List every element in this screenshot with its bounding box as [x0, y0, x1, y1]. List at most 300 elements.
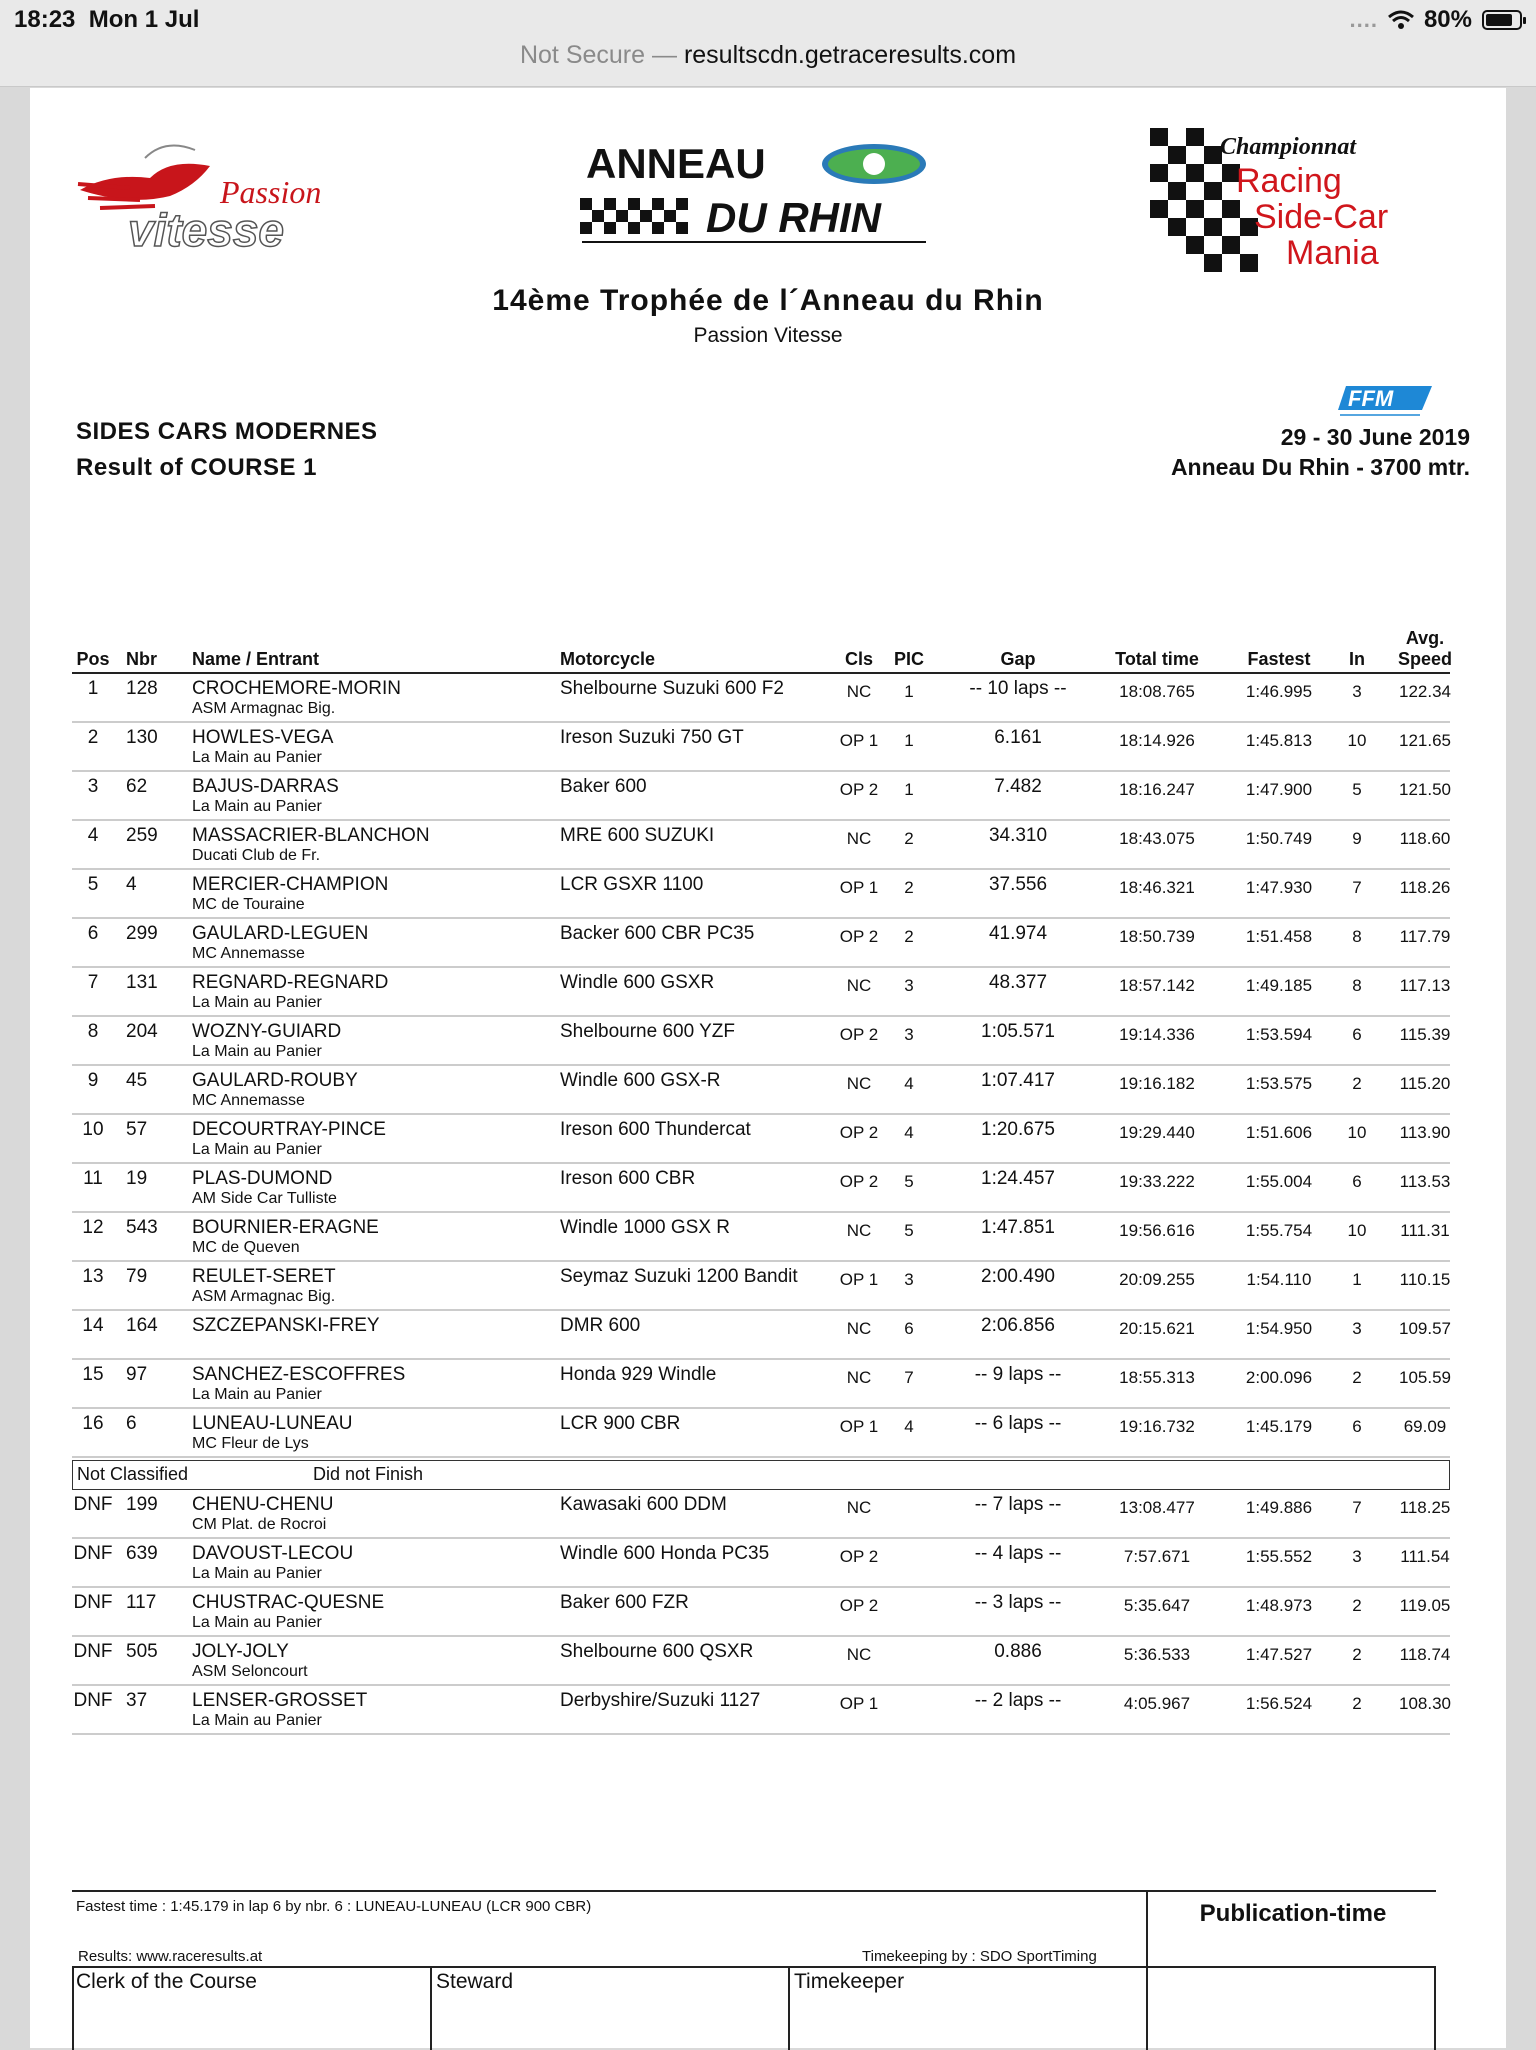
svg-text:vitesse: vitesse [128, 204, 285, 256]
cell-pos: 16 [82, 1413, 104, 1434]
cell-pos: DNF [73, 1641, 113, 1662]
table-row [72, 1539, 1450, 1588]
cell-cls: NC [846, 1074, 872, 1093]
cell-motorcycle: Windle 600 GSX-R [560, 1070, 721, 1091]
cell-nbr: 117 [126, 1592, 157, 1613]
col-name: Name / Entrant [192, 649, 320, 669]
cell-gap: 1:07.417 [981, 1070, 1055, 1091]
cell-avg-speed: 108.30 [1399, 1694, 1451, 1713]
cell-in: 3 [1352, 682, 1362, 701]
wifi-icon [1388, 10, 1414, 30]
cell-pic: 6 [904, 1319, 914, 1338]
table-row [72, 1115, 1450, 1164]
cell-total-time: 19:16.732 [1119, 1417, 1195, 1436]
cell-in: 5 [1352, 780, 1362, 799]
ffm-logo [1336, 384, 1436, 418]
cell-total-time: 18:43.075 [1119, 829, 1195, 848]
cell-motorcycle: Seymaz Suzuki 1200 Bandit [560, 1266, 798, 1287]
cell-in: 6 [1352, 1172, 1362, 1191]
table-row [72, 1311, 1450, 1360]
cell-motorcycle: LCR 900 CBR [560, 1413, 681, 1434]
cell-motorcycle: Kawasaki 600 DDM [560, 1494, 727, 1515]
cell-cls: OP 2 [839, 1172, 879, 1191]
cell-fastest: 1:55.754 [1245, 1221, 1313, 1240]
cell-pos: 15 [82, 1364, 104, 1385]
cell-nbr: 131 [126, 972, 158, 993]
cell-in: 7 [1352, 1498, 1362, 1517]
table-row [72, 1686, 1450, 1735]
results-document [30, 88, 1506, 2048]
cell-fastest: 1:47.900 [1245, 780, 1313, 799]
cell-name: CROCHEMORE-MORIN [192, 678, 401, 699]
cell-cls: NC [846, 976, 872, 995]
cell-fastest: 1:47.930 [1245, 878, 1313, 897]
cell-motorcycle: Backer 600 CBR PC35 [560, 923, 755, 944]
cell-cls: OP 2 [839, 1596, 879, 1615]
cell-pos: 7 [87, 972, 99, 993]
signature-divider [1146, 1966, 1148, 2050]
cell-fastest: 1:55.004 [1245, 1172, 1313, 1191]
cell-club: La Main au Panier [192, 1386, 322, 1403]
cell-in: 2 [1352, 1368, 1362, 1387]
cell-club: La Main au Panier [192, 1614, 322, 1631]
cell-avg-speed: 118.60 [1399, 829, 1451, 848]
cell-fastest: 1:51.458 [1245, 927, 1313, 946]
cell-name: MASSACRIER-BLANCHON [192, 825, 430, 846]
svg-text:Mania: Mania [1286, 234, 1379, 272]
cell-total-time: 18:08.765 [1119, 682, 1195, 701]
cell-fastest: 1:49.886 [1245, 1498, 1313, 1517]
cell-cls: OP 1 [839, 731, 879, 750]
cell-fastest: 2:00.096 [1245, 1368, 1313, 1387]
cell-pos: 14 [82, 1315, 104, 1336]
cell-avg-speed: 118.25 [1399, 1498, 1451, 1517]
cell-avg-speed: 118.26 [1399, 878, 1451, 897]
svg-text:Racing: Racing [1236, 162, 1342, 200]
cell-pos: 9 [87, 1070, 99, 1091]
cell-pic: 5 [904, 1172, 914, 1191]
cell-cls: NC [846, 829, 872, 848]
table-header [72, 624, 1453, 674]
race-heading [76, 414, 378, 486]
cell-nbr: 4 [126, 874, 137, 895]
cell-total-time: 5:35.647 [1123, 1596, 1191, 1615]
cell-gap: 1:47.851 [981, 1217, 1055, 1238]
cell-in: 3 [1352, 1547, 1362, 1566]
cell-gap: 1:05.571 [981, 1021, 1055, 1042]
clerk-of-course-cell: Clerk of the Course [76, 1970, 257, 1993]
cell-total-time: 18:14.926 [1119, 731, 1195, 750]
cell-motorcycle: LCR GSXR 1100 [560, 874, 704, 895]
cell-total-time: 19:29.440 [1119, 1123, 1195, 1142]
cell-cls: OP 1 [839, 1417, 879, 1436]
cell-name: LUNEAU-LUNEAU [192, 1413, 353, 1434]
table-row [72, 674, 1450, 723]
results-url[interactable]: Results: www.raceresults.at [78, 1948, 263, 1965]
signal-dots-icon: .... [1349, 7, 1378, 32]
cell-total-time: 18:46.321 [1119, 878, 1195, 897]
table-row [72, 1409, 1450, 1458]
cell-cls: OP 1 [839, 1694, 879, 1713]
cell-in: 10 [1347, 1221, 1367, 1240]
cell-fastest: 1:45.813 [1245, 731, 1313, 750]
cell-gap: 1:20.675 [981, 1119, 1055, 1140]
cell-fastest: 1:47.527 [1245, 1645, 1313, 1664]
svg-text:ANNEAU: ANNEAU [586, 140, 766, 187]
svg-text:Side-Car: Side-Car [1254, 198, 1389, 236]
cell-fastest: 1:56.524 [1245, 1694, 1313, 1713]
cell-gap: 48.377 [988, 972, 1048, 993]
cell-club: MC Fleur de Lys [192, 1435, 309, 1452]
cell-pos: 2 [87, 727, 99, 748]
cell-name: CHENU-CHENU [192, 1494, 334, 1515]
cell-club: ASM Seloncourt [192, 1663, 308, 1680]
cell-pos: DNF [73, 1543, 113, 1564]
cell-name: MERCIER-CHAMPION [192, 874, 389, 895]
cell-club: Ducati Club de Fr. [192, 847, 321, 864]
cell-gap: 0.886 [994, 1641, 1042, 1662]
cell-in: 1 [1352, 1270, 1362, 1289]
table-row [72, 772, 1450, 821]
not-classified-label: Not Classified [77, 1464, 189, 1484]
cell-gap: 2:06.856 [981, 1315, 1055, 1336]
cell-nbr: 164 [126, 1315, 158, 1336]
cell-name: HOWLES-VEGA [192, 727, 334, 748]
cell-avg-speed: 115.39 [1399, 1025, 1451, 1044]
classified-rows [72, 674, 1450, 1458]
cell-avg-speed: 69.09 [1403, 1417, 1447, 1436]
cell-nbr: 299 [126, 923, 158, 944]
cell-club: MC Annemasse [192, 1092, 305, 1109]
cell-cls: OP 2 [839, 780, 879, 799]
cell-in: 3 [1352, 1319, 1362, 1338]
cell-gap: 37.556 [988, 874, 1048, 895]
cell-nbr: 57 [126, 1119, 148, 1140]
cell-avg-speed: 109.57 [1399, 1319, 1451, 1338]
cell-nbr: 62 [126, 776, 148, 797]
cell-pos: 13 [82, 1266, 104, 1287]
cell-nbr: 204 [126, 1021, 158, 1042]
cell-total-time: 19:56.616 [1119, 1221, 1195, 1240]
cell-gap: -- 7 laps -- [974, 1494, 1062, 1515]
cell-club: La Main au Panier [192, 1043, 322, 1060]
cell-avg-speed: 117.79 [1399, 927, 1451, 946]
cell-pic: 3 [904, 1025, 914, 1044]
col-in: In [1349, 649, 1365, 669]
timekeeper-cell: Timekeeper [794, 1970, 905, 1993]
status-bar [0, 0, 1536, 40]
cell-gap: 7.482 [994, 776, 1042, 797]
cell-nbr: 543 [126, 1217, 158, 1238]
cell-in: 6 [1352, 1025, 1362, 1044]
cell-motorcycle: Shelbourne 600 YZF [560, 1021, 735, 1042]
cell-pic: 2 [904, 927, 914, 946]
not-secure-label: Not Secure — [519, 41, 677, 69]
cell-nbr: 128 [126, 678, 158, 699]
cell-in: 2 [1352, 1645, 1362, 1664]
cell-pos: 11 [83, 1168, 103, 1189]
cell-total-time: 20:15.621 [1119, 1319, 1195, 1338]
cell-pos: DNF [73, 1592, 113, 1613]
cell-avg-speed: 121.65 [1399, 731, 1451, 750]
cell-club: AM Side Car Tulliste [192, 1190, 337, 1207]
battery-icon [1482, 10, 1522, 30]
cell-club: ASM Armagnac Big. [192, 1288, 336, 1305]
cell-club: La Main au Panier [192, 1712, 322, 1729]
cell-avg-speed: 113.53 [1399, 1172, 1451, 1191]
cell-nbr: 37 [126, 1690, 148, 1711]
cell-name: JOLY-JOLY [192, 1641, 289, 1662]
cell-name: BOURNIER-ERAGNE [192, 1217, 379, 1238]
cell-motorcycle: Windle 600 GSXR [560, 972, 715, 993]
cell-club: La Main au Panier [192, 798, 322, 815]
svg-text:FFM: FFM [1348, 386, 1394, 411]
cell-pic: 4 [904, 1123, 914, 1142]
cell-pos: 4 [87, 825, 99, 846]
cell-cls: NC [846, 1645, 872, 1664]
cell-fastest: 1:53.594 [1245, 1025, 1313, 1044]
cell-gap: 2:00.490 [981, 1266, 1055, 1287]
results-table [72, 624, 1453, 1735]
cell-in: 8 [1352, 976, 1362, 995]
cell-in: 10 [1347, 731, 1367, 750]
cell-gap: -- 2 laps -- [974, 1690, 1062, 1711]
cell-pos: 10 [82, 1119, 104, 1140]
cell-cls: OP 2 [839, 927, 879, 946]
table-row [72, 968, 1450, 1017]
address-bar[interactable] [0, 40, 1536, 87]
cell-avg-speed: 110.15 [1399, 1270, 1451, 1289]
cell-total-time: 19:14.336 [1119, 1025, 1195, 1044]
cell-pic: 3 [904, 1270, 914, 1289]
fastest-time-note: Fastest time : 1:45.179 in lap 6 by nbr. 6 : LUNEAU-LUNEAU (LCR 900 CBR) [76, 1898, 592, 1915]
battery-fill [1486, 14, 1512, 26]
cell-club: CM Plat. de Rocroi [192, 1516, 327, 1533]
cell-name: DECOURTRAY-PINCE [192, 1119, 386, 1140]
table-row [72, 723, 1450, 772]
cell-in: 7 [1352, 878, 1362, 897]
table-row [72, 919, 1450, 968]
cell-gap: -- 6 laps -- [974, 1413, 1062, 1434]
cell-motorcycle: DMR 600 [560, 1315, 641, 1336]
cell-motorcycle: Ireson 600 CBR [560, 1168, 696, 1189]
event-title: 14ème Trophée de l´Anneau du Rhin [492, 284, 1044, 317]
cell-nbr: 259 [126, 825, 158, 846]
cell-in: 8 [1352, 927, 1362, 946]
cell-nbr: 45 [126, 1070, 148, 1091]
cell-name: LENSER-GROSSET [192, 1690, 368, 1711]
cell-motorcycle: Honda 929 Windle [560, 1364, 717, 1385]
col-pic: PIC [893, 649, 924, 669]
cell-avg-speed: 118.74 [1399, 1645, 1451, 1664]
cell-nbr: 639 [126, 1543, 158, 1564]
cell-motorcycle: MRE 600 SUZUKI [560, 825, 715, 846]
status-right [1350, 6, 1523, 34]
cell-cls: NC [846, 1319, 872, 1338]
table-row [72, 1213, 1450, 1262]
cell-fastest: 1:45.179 [1245, 1417, 1313, 1436]
cell-fastest: 1:50.749 [1245, 829, 1313, 848]
footer-rule [72, 1890, 1436, 1892]
cell-name: REGNARD-REGNARD [192, 972, 389, 993]
cell-name: SANCHEZ-ESCOFFRES [192, 1364, 406, 1385]
steward-cell: Steward [436, 1970, 514, 1993]
cell-pos: DNF [73, 1494, 113, 1515]
cell-avg-speed: 122.34 [1399, 682, 1451, 701]
cell-pic: 4 [904, 1417, 914, 1436]
col-fastest: Fastest [1247, 649, 1311, 669]
cell-pic: 5 [904, 1221, 914, 1240]
cell-club: MC de Queven [192, 1239, 300, 1256]
cell-motorcycle: Baker 600 FZR [560, 1592, 689, 1613]
cell-total-time: 4:05.967 [1123, 1694, 1191, 1713]
col-total-time: Total time [1115, 649, 1199, 669]
battery-percent: 80% [1423, 6, 1472, 33]
svg-text:DU RHIN: DU RHIN [706, 194, 881, 241]
cell-total-time: 5:36.533 [1123, 1645, 1191, 1664]
cell-total-time: 18:55.313 [1119, 1368, 1195, 1387]
cell-gap: 41.974 [988, 923, 1048, 944]
cell-pos: 12 [82, 1217, 104, 1238]
cell-pos: DNF [73, 1690, 113, 1711]
cell-gap: -- 9 laps -- [974, 1364, 1062, 1385]
cell-avg-speed: 111.54 [1400, 1547, 1450, 1566]
timekeeping-note: Timekeeping by : SDO SportTiming [862, 1948, 1097, 1965]
cell-nbr: 199 [126, 1494, 158, 1515]
cell-total-time: 19:16.182 [1119, 1074, 1195, 1093]
cell-pos: 5 [87, 874, 99, 895]
signature-box [72, 1966, 1436, 2050]
event-venue: Anneau Du Rhin - 3700 mtr. [1170, 454, 1470, 480]
cell-pic: 1 [904, 731, 914, 750]
table-row [72, 870, 1450, 919]
cell-name: GAULARD-LEGUEN [192, 923, 369, 944]
cell-gap: -- 3 laps -- [974, 1592, 1062, 1613]
cell-club: ASM Armagnac Big. [192, 700, 336, 717]
cell-total-time: 7:57.671 [1123, 1547, 1191, 1566]
cell-total-time: 18:16.247 [1119, 780, 1195, 799]
cell-fastest: 1:55.552 [1245, 1547, 1313, 1566]
cell-pos: 8 [87, 1021, 99, 1042]
cell-motorcycle: Baker 600 [560, 776, 647, 797]
cell-gap: 6.161 [994, 727, 1042, 748]
cell-pic: 1 [904, 780, 914, 799]
cell-gap: 1:24.457 [981, 1168, 1055, 1189]
cell-fastest: 1:54.110 [1246, 1270, 1312, 1289]
cell-name: DAVOUST-LECOU [192, 1543, 354, 1564]
cell-cls: OP 2 [839, 1547, 879, 1566]
cell-name: REULET-SERET [192, 1266, 336, 1287]
cell-club: La Main au Panier [192, 1565, 322, 1582]
cell-avg-speed: 119.05 [1399, 1596, 1451, 1615]
cell-gap: -- 4 laps -- [974, 1543, 1062, 1564]
course-title: Result of COURSE 1 [76, 454, 318, 481]
cell-pic: 1 [904, 682, 914, 701]
cell-cls: NC [846, 1368, 872, 1387]
anneau-du-rhin-logo [578, 128, 958, 258]
cell-nbr: 19 [126, 1168, 148, 1189]
event-info [1171, 422, 1470, 482]
cell-fastest: 1:48.973 [1245, 1596, 1313, 1615]
url-domain: resultscdn.getraceresults.com [683, 41, 1017, 69]
cell-total-time: 20:09.255 [1119, 1270, 1195, 1289]
cell-name: PLAS-DUMOND [192, 1168, 333, 1189]
cell-motorcycle: Ireson Suzuki 750 GT [560, 727, 744, 748]
cell-pic: 2 [904, 829, 914, 848]
table-row [72, 1588, 1450, 1637]
cell-motorcycle: Windle 600 Honda PC35 [560, 1543, 770, 1564]
cell-fastest: 1:49.185 [1245, 976, 1313, 995]
cell-in: 2 [1352, 1694, 1362, 1713]
cell-cls: OP 1 [839, 1270, 879, 1289]
event-dates: 29 - 30 June 2019 [1280, 424, 1470, 450]
status-time: 18:23 Mon 1 Jul [14, 6, 200, 33]
cell-motorcycle: Windle 1000 GSX R [560, 1217, 731, 1238]
cell-cls: OP 2 [839, 1025, 879, 1044]
cell-total-time: 13:08.477 [1119, 1498, 1195, 1517]
svg-text:Passion: Passion [220, 174, 322, 210]
cell-cls: NC [846, 682, 872, 701]
cell-pic: 7 [904, 1368, 914, 1387]
cell-avg-speed: 113.90 [1399, 1123, 1451, 1142]
cell-pos: 6 [87, 923, 99, 944]
table-row [72, 1066, 1450, 1115]
cell-pic: 3 [904, 976, 914, 995]
cell-name: GAULARD-ROUBY [192, 1070, 358, 1091]
table-row [72, 1017, 1450, 1066]
cell-club: MC de Touraine [192, 896, 305, 913]
cell-cls: NC [846, 1498, 872, 1517]
cell-in: 10 [1347, 1123, 1367, 1142]
cell-club: La Main au Panier [192, 994, 322, 1011]
col-nbr: Nbr [126, 649, 157, 669]
cell-pos: 3 [87, 776, 99, 797]
cell-nbr: 130 [126, 727, 158, 748]
cell-motorcycle: Derbyshire/Suzuki 1127 [560, 1690, 761, 1711]
did-not-finish-label: Did not Finish [313, 1464, 424, 1484]
cell-gap: -- 10 laps -- [969, 678, 1067, 699]
cell-fastest: 1:46.995 [1245, 682, 1313, 701]
cell-avg-speed: 121.50 [1399, 780, 1451, 799]
cell-fastest: 1:51.606 [1245, 1123, 1313, 1142]
cell-nbr: 97 [126, 1364, 148, 1385]
passion-vitesse-logo [70, 128, 410, 258]
cell-in: 2 [1352, 1596, 1362, 1615]
publication-time-label: Publication-time [1199, 1900, 1387, 1927]
cell-cls: OP 2 [839, 1123, 879, 1142]
table-row [72, 1490, 1450, 1539]
cell-motorcycle: Ireson 600 Thundercat [560, 1119, 751, 1140]
category-title: SIDES CARS MODERNES [76, 418, 378, 445]
table-row [72, 1360, 1450, 1409]
dnf-rows [72, 1490, 1450, 1735]
cell-motorcycle: Shelbourne Suzuki 600 F2 [560, 678, 784, 699]
cell-avg-speed: 117.13 [1399, 976, 1451, 995]
cell-name: BAJUS-DARRAS [192, 776, 339, 797]
cell-cls: OP 1 [839, 878, 879, 897]
cell-club: La Main au Panier [192, 749, 322, 766]
table-row [72, 1637, 1450, 1686]
cell-nbr: 79 [126, 1266, 148, 1287]
cell-total-time: 18:50.739 [1119, 927, 1195, 946]
cell-avg-speed: 115.20 [1399, 1074, 1451, 1093]
cell-name: WOZNY-GUIARD [192, 1021, 342, 1042]
cell-gap: 34.310 [988, 825, 1048, 846]
table-row [72, 1164, 1450, 1213]
cell-name: CHUSTRAC-QUESNE [192, 1592, 385, 1613]
cell-pos: 1 [87, 678, 99, 699]
svg-text:Championnat: Championnat [1220, 134, 1357, 160]
